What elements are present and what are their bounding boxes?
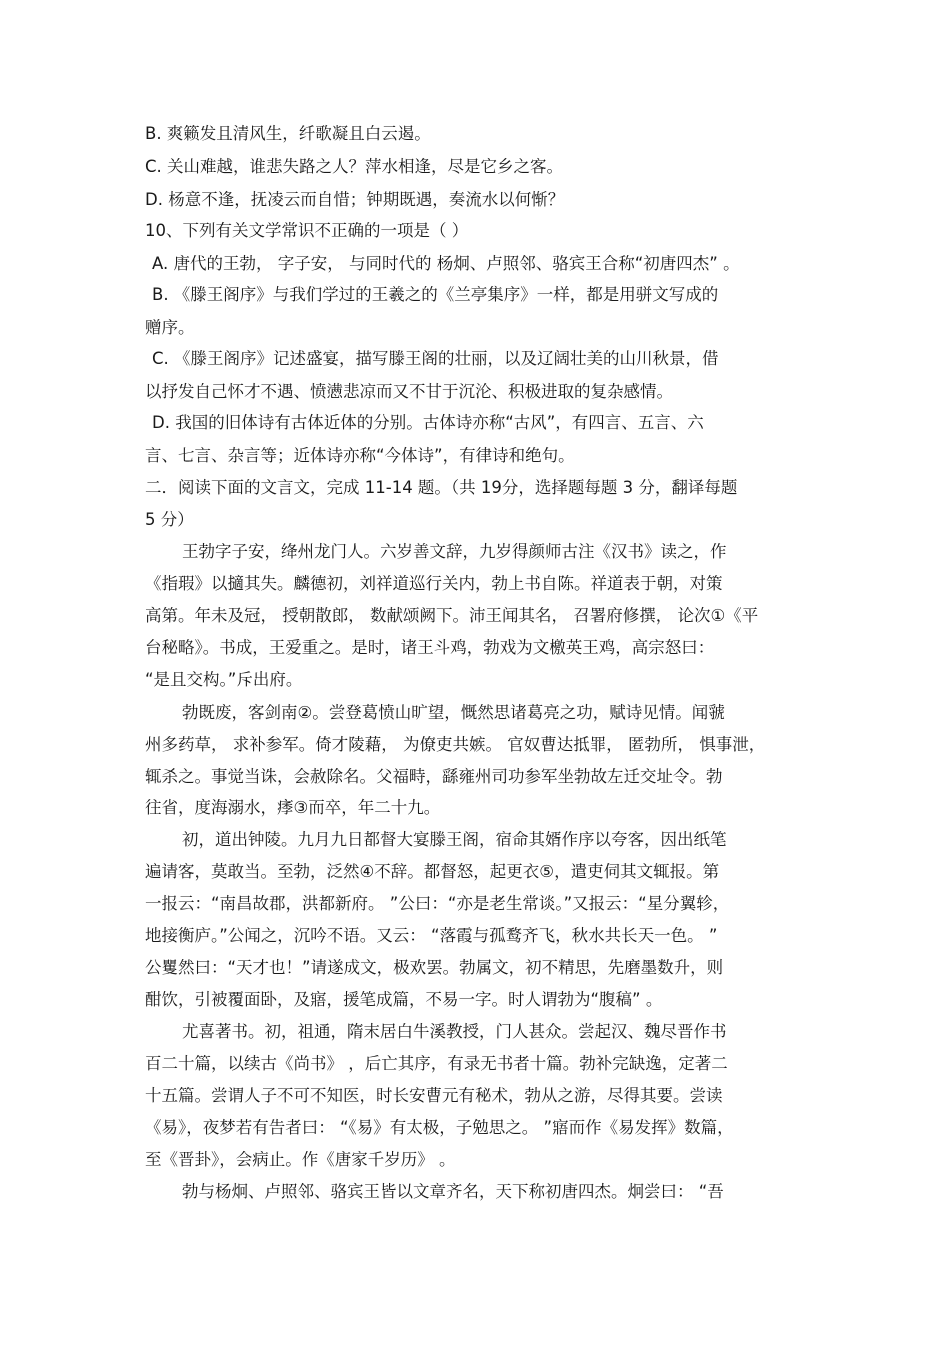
q10-option-b: B. 《滕王阁序》与我们学过的王羲之的《兰亭集序》一样，都是用骈文写成的: [152, 285, 719, 304]
passage-line: 州多药草， 求补参军。倚才陵藉， 为僚吏共嫉。 官奴曹达抵罪， 匿勃所， 惧事泄，: [145, 735, 766, 754]
passage-line: 王勃字子安，绛州龙门人。六岁善文辞，九岁得颜师古注《汉书》读之，作: [182, 542, 727, 561]
passage-line: 至《晋卦》，会病止。作《唐家千岁历》 。: [145, 1150, 456, 1169]
passage-line: 台秘略》。书成，王爱重之。是时，诸王斗鸡，勃戏为文檄英王鸡，高宗怒曰：: [145, 638, 715, 657]
q10-option-d-cont: 言、七言、杂言等；近体诗亦称“今体诗”，有律诗和绝句。: [145, 446, 575, 465]
passage-line: 高第。年未及冠， 授朝散郎， 数献颂阙下。沛王闻其名， 召署府修撰， 论次①《平: [145, 606, 759, 625]
q10-stem: 10、下列有关文学常识不正确的一项是（ ）: [145, 221, 469, 240]
passage-line: 勃既废，客剑南②。尝登葛愤山旷望，慨然思诸葛亮之功，赋诗见情。闻虢: [182, 703, 725, 722]
q10-option-a: A. 唐代的王勃， 字子安， 与同时代的 杨炯、卢照邻、骆宾王合称“初唐四杰” 。: [152, 254, 740, 273]
q9-option-d: D. 杨意不逢，抚凌云而自惜；钟期既遇，奏流水以何惭？: [145, 190, 565, 209]
passage-line: 勃与杨炯、卢照邻、骆宾王皆以文章齐名，天下称初唐四杰。炯尝曰： “吾: [182, 1182, 724, 1201]
passage-line: 尤喜著书。初，祖通，隋末居白牛溪教授，门人甚众。尝起汉、魏尽晋作书: [182, 1022, 727, 1041]
passage-line: 初，道出钟陵。九月九日都督大宴滕王阁，宿命其婿作序以夸客，因出纸笔: [182, 830, 727, 849]
q10-option-c: C. 《滕王阁序》记述盛宴，描写滕王阁的壮丽，以及辽阔壮美的山川秋景，借: [152, 349, 719, 368]
passage-line: 往省，度海溺水，痵③而卒，年二十九。: [145, 798, 441, 817]
q9-option-b: B. 爽籁发且清风生，纤歌凝且白云遏。: [145, 124, 431, 143]
passage-line: 百二十篇，以续古《尚书》 ，后亡其序，有录无书者十篇。勃补完缺逸，定著二: [145, 1054, 728, 1073]
passage-line: 遍请客，莫敢当。至勃，泛然④不辞。都督怒，起更衣⑤，遣吏伺其文辄报。第: [145, 862, 720, 881]
passage-line: 一报云：“南昌故郡，洪都新府。 ”公曰：“亦是老生常谈。”又报云：“星分翼轸，: [145, 894, 730, 913]
q10-option-d: D. 我国的旧体诗有古体近体的分别。古体诗亦称“古风”，有四言、五言、六: [152, 413, 704, 432]
section-title-cont: 5 分）: [145, 510, 194, 529]
q9-option-c: C. 关山难越，谁悲失路之人？萍水相逢，尽是它乡之客。: [145, 157, 564, 176]
passage-line: 地接衡庐。”公闻之，沉吟不语。又云： “落霞与孤鹜齐飞，秋水共长天一色。 ”: [145, 926, 718, 945]
passage-line: “是且交构。”斥出府。: [145, 670, 303, 689]
passage-line: 《指瑕》以擿其失。麟德初，刘祥道巡行关内，勃上书自陈。祥道表于朝，对策: [145, 574, 723, 593]
section-title: 二．阅读下面的文言文，完成 11-14 题。（共 19分，选择题每题 3 分，翻译每题: [145, 478, 738, 497]
passage-line: 辄杀之。事觉当诛，会赦除名。父福畤，繇雍州司功参军坐勃故左迁交址令。勃: [145, 767, 723, 786]
passage-line: 公矍然曰：“天才也！”请遂成文，极欢罢。勃属文，初不精思，先磨墨数升，则: [145, 958, 724, 977]
passage-line: 《易》，夜梦若有告者曰： “《易》有太极，子勉思之。 ”寤而作《易发挥》数篇，: [145, 1118, 734, 1137]
passage-line: 十五篇。尝谓人子不可不知医，时长安曹元有秘术，勃从之游，尽得其要。尝读: [145, 1086, 723, 1105]
passage-line: 酣饮，引被覆面卧，及寤，援笔成篇，不易一字。时人谓勃为“腹稿” 。: [145, 990, 663, 1009]
q10-option-b-cont: 赠序。: [145, 318, 195, 337]
q10-option-c-cont: 以抒发自己怀才不遇、愤懑悲凉而又不甘于沉沦、积极进取的复杂感情。: [145, 382, 673, 401]
